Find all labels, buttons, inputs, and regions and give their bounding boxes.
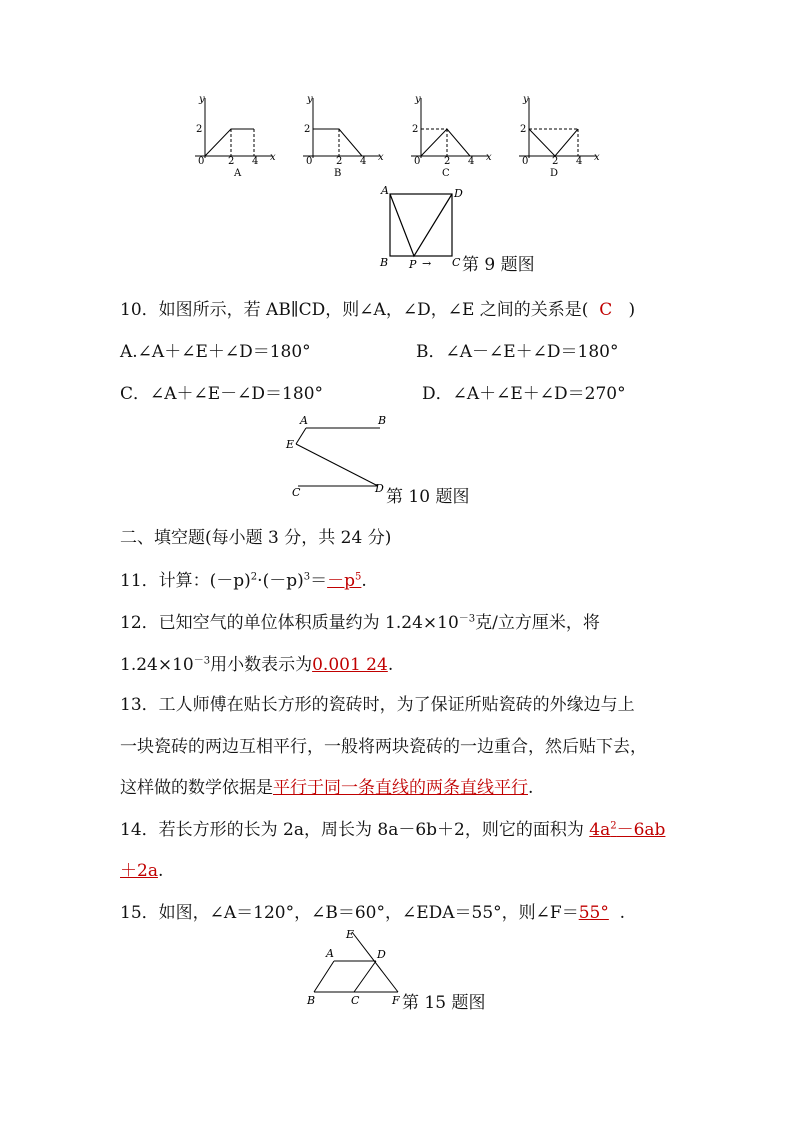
svg-text:C: C [351, 994, 360, 1007]
svg-text:2: 2 [552, 156, 559, 167]
svg-text:D: D [454, 187, 463, 200]
svg-text:4: 4 [360, 156, 367, 167]
svg-text:4: 4 [468, 156, 475, 167]
svg-text:B: B [334, 168, 342, 179]
q10-caption: 第 10 题图 [386, 487, 470, 507]
svg-text:0: 0 [414, 156, 421, 167]
q12-line1: 12．已知空气的单位体积质量约为 $1.24\times 10^{-3}$克/立方厘米，将 [120, 613, 600, 633]
q12-line2: $1.24\times 10^{-3}$用小数表示为0.001 24. [120, 655, 394, 675]
q13-line1: 13．工人师傅在贴长方形的瓷砖时，为了保证所贴瓷砖的外缘边与上 [120, 695, 635, 715]
svg-text:2: 2 [412, 124, 419, 135]
svg-text:4: 4 [252, 156, 259, 167]
svg-text:4: 4 [576, 156, 583, 167]
svg-text:0: 0 [306, 156, 313, 167]
svg-text:x: x [594, 152, 600, 163]
q9-graph-d [519, 94, 600, 179]
q9-graph-a [195, 94, 276, 179]
svg-text:x: x [378, 152, 384, 163]
q15-figure [304, 926, 408, 1008]
svg-text:C: C [292, 486, 301, 498]
svg-text:C: C [452, 256, 461, 269]
q13-answer: 平行于同一条直线的两条直线平行 [273, 778, 528, 798]
svg-text:2: 2 [196, 124, 203, 135]
q9-caption: 第 9 题图 [462, 255, 535, 275]
svg-text:A: A [300, 414, 308, 427]
svg-text:2: 2 [304, 124, 311, 135]
svg-text:0: 0 [522, 156, 529, 167]
q14-answer-part2: ＋2a [120, 861, 158, 881]
svg-text:B: B [307, 994, 316, 1007]
svg-text:y: y [307, 94, 313, 105]
q11-answer: $-p^5$ [327, 571, 362, 591]
q10-answer: C [599, 300, 613, 320]
svg-text:D: D [550, 168, 559, 179]
q9-graph-b [303, 94, 384, 179]
q10-option-d: D．∠A＋∠E＋∠D＝270° [422, 384, 626, 404]
q10-option-c: C．∠A＋∠E－∠D＝180° [120, 384, 324, 404]
q15-answer: 55° [578, 903, 609, 923]
svg-text:D: D [377, 948, 386, 961]
q10-stem: 10．如图所示，若 AB∥CD，则∠A，∠D，∠E 之间的关系是( C ) [120, 300, 636, 320]
q9-graphs [190, 92, 600, 184]
q10-figure [282, 412, 392, 498]
svg-text:→: → [422, 257, 432, 270]
q13-line2: 一块瓷砖的两边互相平行，一般将两块瓷砖的一边重合，然后贴下去， [120, 737, 647, 757]
q13-line3: 这样做的数学依据是平行于同一条直线的两条直线平行. [120, 778, 534, 798]
svg-text:P: P [409, 258, 417, 270]
q12-answer: 0.001 24 [312, 655, 388, 675]
q15-stem: 15．如图，∠A＝120°，∠B＝60°，∠EDA＝55°，则∠F＝55° . [120, 903, 626, 923]
q9-square-figure [378, 186, 468, 270]
graph-letter: A [234, 168, 242, 179]
x-axis-label: x [270, 152, 276, 163]
svg-text:A: A [381, 186, 389, 197]
q11-stem: 11．计算：$(-p)^2\cdot(-p)^3=-p^5$. [120, 571, 367, 591]
q9-graph-c [411, 94, 492, 179]
svg-text:2: 2 [228, 156, 235, 167]
svg-text:x: x [486, 152, 492, 163]
svg-text:B: B [380, 256, 389, 269]
q15-caption: 第 15 题图 [402, 993, 486, 1013]
q10-option-b: B．∠A－∠E＋∠D＝180° [416, 342, 619, 362]
section-title: 二、填空题(每小题 3 分，共 24 分) [120, 528, 392, 548]
svg-text:C: C [442, 168, 450, 179]
svg-text:A: A [326, 947, 334, 960]
svg-text:0: 0 [198, 156, 205, 167]
svg-text:E: E [346, 928, 355, 941]
svg-text:B: B [378, 414, 387, 427]
svg-text:E: E [286, 438, 295, 451]
svg-text:2: 2 [444, 156, 451, 167]
svg-text:F: F [392, 994, 400, 1007]
q14-answer-part1: $4a^2-6ab$ [589, 820, 666, 840]
q14-line1: 14．若长方形的长为 2a，周长为 8a－6b＋2，则它的面积为 $4a^2-6ab$ [120, 820, 666, 840]
svg-text:y: y [415, 94, 421, 105]
q10-option-a: A.∠A＋∠E＋∠D＝180° [120, 342, 311, 362]
y-axis-label: y [199, 94, 205, 105]
svg-text:2: 2 [336, 156, 343, 167]
q14-line2: ＋2a. [120, 861, 164, 881]
svg-text:2: 2 [520, 124, 527, 135]
svg-text:D: D [375, 482, 384, 495]
svg-text:y: y [523, 94, 529, 105]
